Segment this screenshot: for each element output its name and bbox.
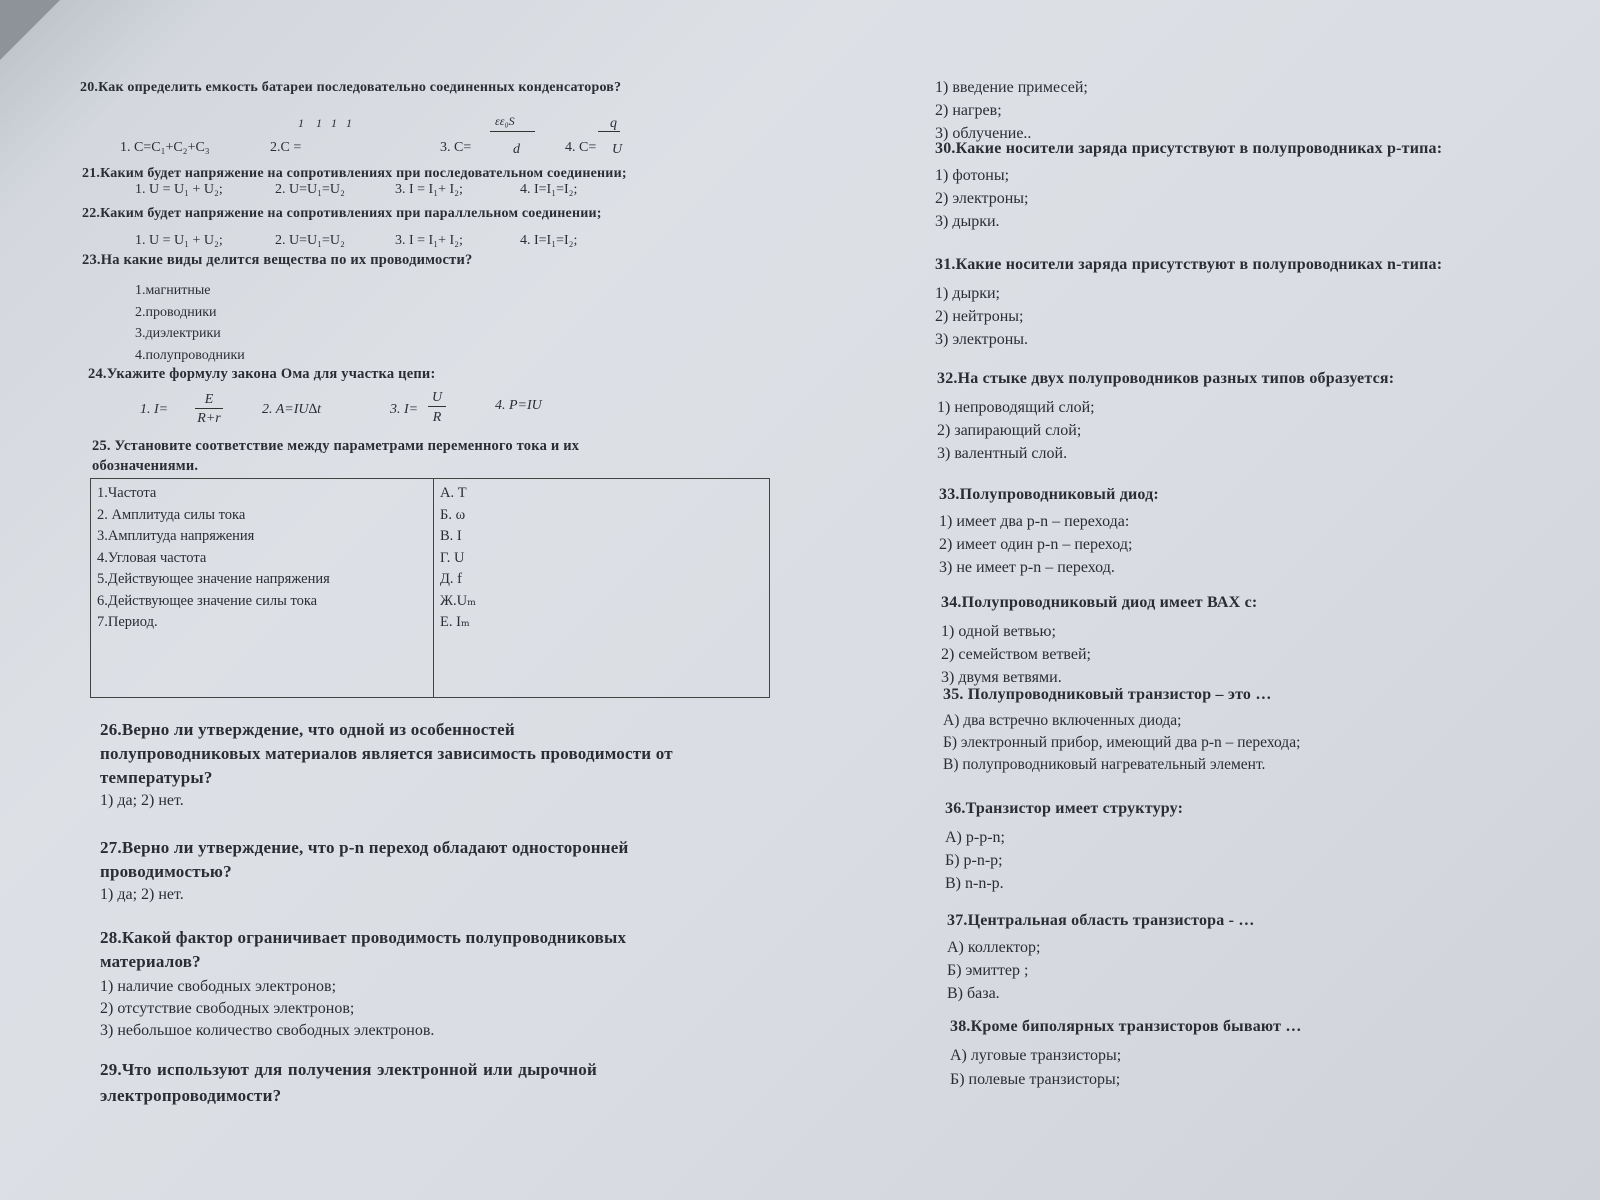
q32-option-1: 1) непроводящий слой; [937, 399, 1095, 416]
frac-one: 1 [316, 116, 322, 130]
q20-eps-numerator: εε₀S [495, 114, 515, 128]
q28-option-2: 2) отсутствие свободных электронов; [100, 1000, 355, 1017]
question-30-options [935, 164, 1029, 233]
q38-option-2: Б) полевые транзисторы; [950, 1071, 1121, 1088]
question-32-options [937, 396, 1095, 465]
frac-one: 1 [331, 116, 337, 130]
question-35: 35. Полупроводниковый транзистор – это … [943, 686, 1272, 703]
q37-option-1: А) коллектор; [947, 939, 1041, 956]
q20-option-2: 2.C = [270, 140, 302, 155]
question-24-options [140, 392, 660, 432]
symbol-item: В. I [440, 528, 462, 544]
question-26-line-1: 26.Верно ли утверждение, что одной из особенностей [100, 720, 515, 739]
question-30: 30.Какие носители заряда присутствуют в полупроводниках p-типа: [935, 140, 1443, 157]
question-26-line-2: полупроводниковых материалов является зависимость проводимости от [100, 744, 673, 763]
question-38: 38.Кроме биполярных транзисторов бывают … [950, 1018, 1302, 1035]
param-item: 1.Частота [97, 485, 157, 501]
q23-option-3: 3.диэлектрики [135, 326, 221, 341]
fraction-bar [490, 131, 535, 132]
q32-option-3: 3) валентный слой. [937, 445, 1068, 462]
question-29-options [935, 76, 1088, 145]
q35-option-1: А) два встречно включенных диода; [943, 712, 1182, 729]
q20-u-denominator: U [612, 142, 623, 157]
q23-option-1: 1.магнитные [135, 283, 211, 298]
question-33-options [939, 510, 1132, 579]
question-28-options [100, 976, 434, 1042]
q33-option-2: 2) имеет один p-n – переход; [939, 536, 1133, 553]
symbol-item: Д. f [440, 571, 462, 587]
q30-option-3: 3) дырки. [935, 213, 1000, 230]
q35-option-3: В) полупроводниковый нагревательный элемент. [943, 756, 1266, 773]
q20-formula-fractions [298, 116, 352, 131]
question-29-line-1: 29.Что используют для получения электронной или дырочной [100, 1060, 597, 1079]
symbol-item: Е. Iₘ [440, 614, 470, 630]
q28-option-1: 1) наличие свободных электронов; [100, 978, 337, 995]
question-36: 36.Транзистор имеет структуру: [945, 800, 1184, 817]
question-22: 22.Каким будет напряжение на сопротивлениях при параллельном соединении; [82, 206, 602, 221]
q37-option-3: В) база. [947, 985, 1000, 1002]
q31-option-2: 2) нейтроны; [935, 308, 1024, 325]
param-item: 5.Действующее значение напряжения [97, 571, 330, 587]
fraction-bar [598, 131, 620, 132]
q24-option-1-prefix: 1. I= [140, 402, 169, 417]
question-23: 23.На какие виды делится вещества по их проводимости? [82, 252, 473, 268]
param-item: 7.Период. [97, 614, 158, 630]
q32-option-2: 2) запирающий слой; [937, 422, 1082, 439]
question-29-line-2: электропроводимости? [100, 1086, 282, 1105]
question-21-options [135, 182, 655, 202]
q22-option-3: 3. I = I₁+ I₂; [395, 233, 463, 248]
question-28-line-2: материалов? [100, 952, 201, 971]
q29-option-1: 1) введение примесей; [935, 79, 1088, 96]
q34-option-1: 1) одной ветвью; [941, 623, 1056, 640]
matching-table-right-column [434, 479, 770, 698]
q23-option-2: 2.проводники [135, 304, 217, 320]
question-35-options [943, 710, 1300, 776]
q24-option-3-denominator: R [432, 410, 442, 425]
q35-option-2: Б) электронный прибор, имеющий два p-n – перехода; [943, 734, 1301, 751]
q31-option-1: 1) дырки; [935, 285, 1000, 302]
question-34-options [941, 620, 1091, 689]
symbol-item: Б. ω [440, 506, 466, 523]
q30-option-2: 2) электроны; [935, 190, 1029, 207]
q20-q-numerator: q [610, 116, 617, 131]
q28-option-3: 3) небольшое количество свободных электронов. [100, 1022, 435, 1039]
question-23-options [135, 280, 245, 366]
question-25-line-2: обозначениями. [92, 458, 199, 474]
q20-option-1: 1. C=C₁+C₂+C₃ [120, 140, 210, 155]
question-20: 20.Как определить емкость батареи последовательно соединенных конденсаторов? [80, 80, 622, 95]
question-25-line-1: 25. Установите соответствие между параметрами переменного тока и их [92, 438, 580, 454]
param-item: 6.Действующее значение силы тока [97, 592, 318, 609]
param-item: 3.Амплитуда напряжения [97, 528, 255, 544]
q29-option-2: 2) нагрев; [935, 102, 1002, 119]
q22-option-4: 4. I=I₁=I₂; [520, 233, 578, 248]
q36-option-3: В) n-n-p. [945, 875, 1004, 892]
q24-option-2: 2. A=IU∆t [262, 402, 321, 417]
q21-option-4: 4. I=I₁=I₂; [520, 182, 578, 197]
q24-option-1-denominator: R+r [197, 411, 221, 426]
question-31: 31.Какие носители заряда присутствуют в полупроводниках n-типа: [935, 256, 1443, 273]
question-27-line-2: проводимостью? [100, 862, 232, 881]
q33-option-1: 1) имеет два p-n – перехода: [939, 513, 1130, 530]
q21-option-3: 3. I = I₁+ I₂; [395, 182, 463, 197]
q24-option-3-prefix: 3. I= [390, 402, 419, 417]
question-21: 21.Каким будет напряжение на сопротивлениях при последовательном соединении; [82, 166, 627, 181]
q24-option-4: 4. P=IU [495, 398, 542, 413]
question-37-options [947, 936, 1041, 1005]
q36-option-2: Б) p-n-p; [945, 852, 1003, 869]
q20-option-4: 4. C= [565, 140, 597, 155]
q34-option-3: 3) двумя ветвями. [941, 669, 1062, 686]
question-27-line-1: 27.Верно ли утверждение, что p-n переход обладают односторонней [100, 838, 629, 857]
question-27-answer: 1) да; 2) нет. [100, 886, 184, 903]
q33-option-3: 3) не имеет p-n – переход. [939, 559, 1115, 576]
q24-option-3-numerator: U [428, 390, 446, 407]
question-22-options [135, 233, 655, 253]
symbol-item: Г. U [440, 549, 465, 566]
question-20-options [120, 140, 680, 160]
frac-one: 1 [346, 116, 352, 130]
q22-option-2: 2. U=U₁=U₂ [275, 233, 345, 248]
q21-option-2: 2. U=U₁=U₂ [275, 182, 345, 197]
q21-option-1: 1. U = U₁ + U₂; [135, 182, 223, 197]
q20-option-3: 3. C= [440, 140, 472, 155]
matching-table [90, 478, 770, 698]
question-28-line-1: 28.Какой фактор ограничивает проводимость полупроводниковых [100, 928, 627, 947]
q22-option-1: 1. U = U₁ + U₂; [135, 233, 223, 248]
frac-one: 1 [298, 116, 304, 130]
q29-option-3: 3) облучение.. [935, 125, 1032, 142]
q31-option-3: 3) электроны. [935, 331, 1029, 348]
matching-table-left-column [91, 479, 434, 698]
q23-option-4: 4.полупроводники [135, 347, 245, 363]
param-item: 2. Амплитуда силы тока [97, 506, 246, 523]
symbol-item: Ж.Uₘ [440, 592, 476, 609]
question-32: 32.На стыке двух полупроводников разных типов образуется: [937, 370, 1395, 387]
question-26-line-3: температуры? [100, 768, 213, 787]
question-36-options [945, 826, 1005, 895]
q30-option-1: 1) фотоны; [935, 167, 1010, 184]
q38-option-1: А) луговые транзисторы; [950, 1047, 1122, 1064]
q34-option-2: 2) семейством ветвей; [941, 646, 1091, 663]
question-24: 24.Укажите формулу закона Ома для участка цепи: [88, 366, 436, 382]
q37-option-2: Б) эмиттер ; [947, 962, 1029, 979]
q24-option-1-numerator: E [195, 392, 223, 409]
q36-option-1: А) p-p-n; [945, 829, 1005, 846]
q20-d-denominator: d [513, 142, 520, 157]
question-37: 37.Центральная область транзистора - … [947, 912, 1255, 929]
symbol-item: А. T [440, 485, 467, 501]
param-item: 4.Угловая частота [97, 549, 207, 566]
question-31-options [935, 282, 1028, 351]
question-38-options [950, 1044, 1121, 1092]
question-34: 34.Полупроводниковый диод имеет ВАХ с: [941, 594, 1258, 611]
question-26-answer: 1) да; 2) нет. [100, 792, 184, 809]
question-33: 33.Полупроводниковый диод: [939, 486, 1159, 503]
